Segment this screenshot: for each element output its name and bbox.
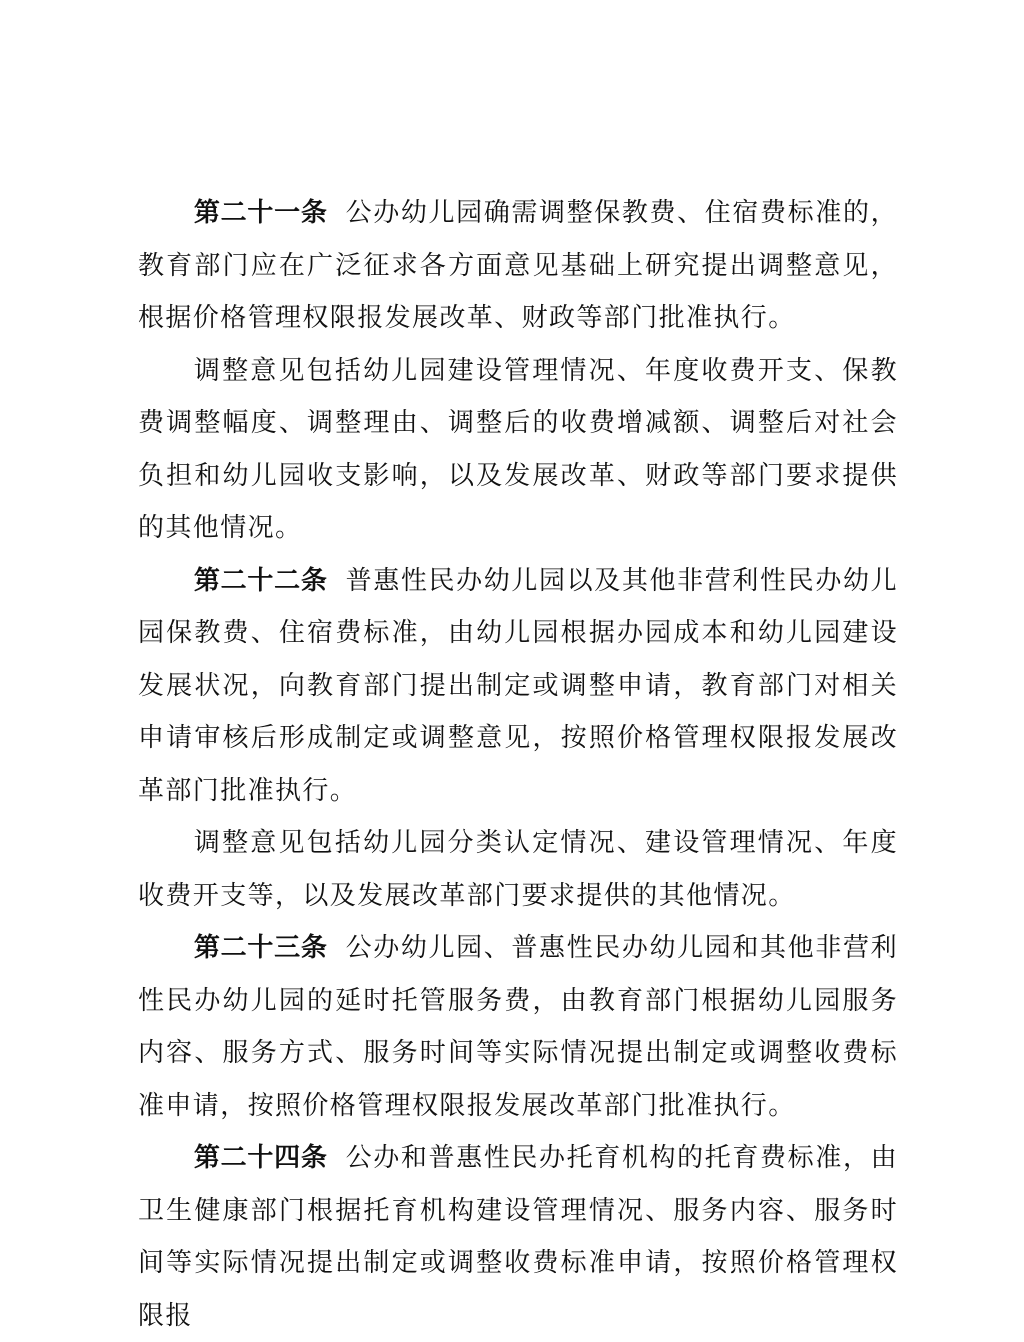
article-heading: 第二十二条 [193,565,328,596]
article-22-paragraph-2 [138,817,898,922]
article-text: 普惠性民办幼儿园以及其他非营利性民办幼儿园保教费、住宿费标准，由幼儿园根据办园成本和幼儿园建设发展状况，向教育部门提出制定或调整申请，教育部门对相关申请审核后形成制定或调整意见，按照价格管理权限报发展改革部门批准执行。 [138,565,898,806]
article-heading: 第二十四条 [193,1143,328,1173]
document-page [138,187,898,1342]
article-heading: 第二十三条 [193,933,328,963]
article-text: 公办和普惠性民办托育机构的托育费标准，由卫生健康部门根据托育机构建设管理情况、服务内容、服务时间等实际情况提出制定或调整收费标准申请，按照价格管理权限报 [138,1143,898,1331]
paragraph-text: 调整意见包括幼儿园建设管理情况、年度收费开支、保教费调整幅度、调整理由、调整后的收费增减额、调整后对社会负担和幼儿园收支影响，以及发展改革、财政等部门要求提供的其他情况。 [138,355,898,543]
article-23 [138,922,898,1132]
article-22 [138,555,898,818]
article-21-paragraph-2 [138,345,898,555]
article-text: 公办幼儿园确需调整保教费、住宿费标准的，教育部门应在广泛征求各方面意见基础上研究提出调整意见，根据价格管理权限报发展改革、财政等部门批准执行。 [138,198,898,333]
article-21 [138,187,898,345]
paragraph-text: 调整意见包括幼儿园分类认定情况、建设管理情况、年度收费开支等，以及发展改革部门要求提供的其他情况。 [138,828,898,911]
article-text: 公办幼儿园、普惠性民办幼儿园和其他非营利性民办幼儿园的延时托管服务费，由教育部门根据幼儿园服务内容、服务方式、服务时间等实际情况提出制定或调整收费标准申请，按照价格管理权限报发展改革部门批准执行。 [138,933,898,1121]
article-24 [138,1132,898,1342]
article-heading: 第二十一条 [193,198,328,228]
